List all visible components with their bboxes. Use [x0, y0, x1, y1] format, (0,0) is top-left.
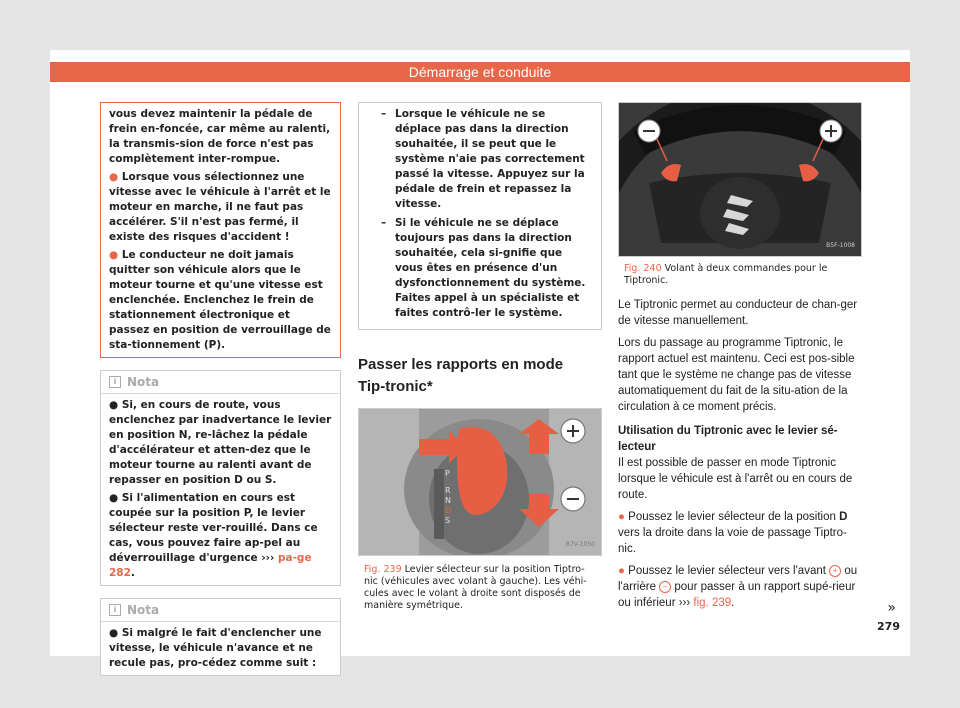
gear-label-d: D	[445, 506, 452, 515]
paragraph-1: Le Tiptronic permet au conducteur de chan-ger de vitesse manuellement.	[618, 299, 858, 327]
figure-239-image	[358, 408, 602, 556]
dash-item-1: – Lorsque le véhicule ne se déplace pas dans la direction souhaitée, il se peut que le système n'aie pas correctement passé la vitesse. Appuyez sur la pédale de frein et repassez la vitesse.	[381, 108, 585, 210]
plus-circle-icon: +	[829, 565, 841, 577]
figure-code: B7V-1050	[565, 541, 595, 548]
nota-bullet-1: ● Si malgré le fait d'enclencher une vitesse, le véhicule n'avance et ne recule pas, pro-cédez comme suit :	[109, 627, 322, 669]
page-number: 279	[877, 620, 900, 633]
gear-label-s: S	[445, 516, 451, 525]
nota-bullet-1: ● Si, en cours de route, vous enclenchez par inadvertance le levier en position N, re-lâchez la pédale d'accélérateur et atten-dez que le moteur tourne au ralenti avant de repasser en position D ou S.	[109, 399, 332, 486]
figure-239-caption: Fig. 239 Levier sélecteur sur la position Tiptro-nic (véhicules avec volant à gauche). Les véhi-cules avec le volant à droite sont disposés de manière symétrique.	[364, 564, 587, 611]
section-header: Démarrage et conduite	[50, 62, 910, 82]
column-right	[618, 102, 860, 611]
bullet-icon: ●	[109, 171, 122, 183]
nota-box-1	[100, 370, 341, 586]
column-middle	[358, 102, 602, 612]
section-heading: Passer les rapports en mode Tip-tronic*	[358, 356, 564, 395]
warning-bullet-1: ● Lorsque vous sélectionnez une vitesse avec le véhicule à l'arrêt et le moteur en marche, il ne faut pas accélérer. S'il n'est pas fermé, il existe des risques d'accident !	[109, 171, 331, 243]
minus-circle-icon: –	[659, 581, 671, 593]
bullet-item-2: ● Poussez le levier sélecteur vers l'avant + ou l'arrière – pour passer à un rapport supé-rieur ou inférieur ››› fig. 239.	[618, 565, 858, 609]
steering-wheel-illustration	[619, 103, 861, 256]
bullet-icon: ●	[109, 249, 122, 261]
figure-label: Fig. 239	[364, 564, 402, 575]
figure-240-caption: Fig. 240 Volant à deux commandes pour le Tiptronic.	[624, 263, 828, 286]
nota-box-2	[100, 598, 341, 676]
figure-link[interactable]: fig. 239	[693, 597, 732, 609]
nota-continued-box	[358, 102, 602, 330]
bullet-icon: ●	[618, 565, 629, 577]
warning-text-1: vous devez maintenir la pédale de frein en-foncée, car même au ralenti, la transmis-sion de force n'est pas complètement inter-rompue.	[109, 108, 331, 165]
paragraph-2: Lors du passage au programme Tiptronic, le rapport actuel est maintenu. Ceci est pos-sible tant que le système ne change pas de vitesse automatiquement du fait de la situ-ation de la circulation à ce moment précis.	[618, 337, 855, 413]
figure-label: Fig. 240	[624, 263, 662, 274]
bullet-icon: ●	[618, 511, 629, 523]
info-icon: i	[109, 376, 121, 388]
nota-header: i Nota	[101, 371, 340, 394]
column-left	[100, 102, 341, 676]
bullet-item-1: ● Poussez le levier sélecteur de la position D vers la droite dans la voie de passage Tiptro-nic.	[618, 511, 848, 555]
warning-box	[100, 102, 341, 358]
info-icon: i	[109, 604, 121, 616]
nota-header: i Nota	[101, 599, 340, 622]
figure-code: B5F-1008	[826, 242, 855, 249]
gear-label-n: N	[445, 496, 451, 505]
nota-bullet-2: ● Si l'alimentation en cours est coupée sur la position P, le levier sélecteur reste ver-rouillé. Dans ce cas, vous pouvez faire ap-pel au déverrouillage d'urgence ››› pa-ge 282.	[109, 492, 318, 579]
gear-label-p: P	[445, 469, 450, 478]
page-link[interactable]: pa-ge 282	[109, 552, 312, 579]
continue-arrow: »	[887, 600, 896, 616]
gear-label-r: R	[445, 486, 451, 495]
dash-item-2: – Si le véhicule ne se déplace toujours pas dans la direction souhaitée, cela si-gnifie que vous êtes en présence d'un dysfonctionnement du système. Faites appel à un spécialiste et faites contrô-ler le système.	[381, 217, 586, 319]
figure-240-image	[618, 102, 862, 257]
subheading: Utilisation du Tiptronic avec le levier sé-lecteur	[618, 425, 838, 453]
paragraph-3: Il est possible de passer en mode Tiptronic lorsque le véhicule est à l'arrêt ou en cours de route.	[618, 457, 853, 501]
gear-selector-illustration	[359, 409, 601, 555]
warning-bullet-2: ● Le conducteur ne doit jamais quitter son véhicule alors que le moteur tourne et qu'une vitesse est enclenchée. Enclenchez le frein de stationnement électronique et passez en position de verrouillage de sta-tionnement (P).	[109, 249, 331, 351]
